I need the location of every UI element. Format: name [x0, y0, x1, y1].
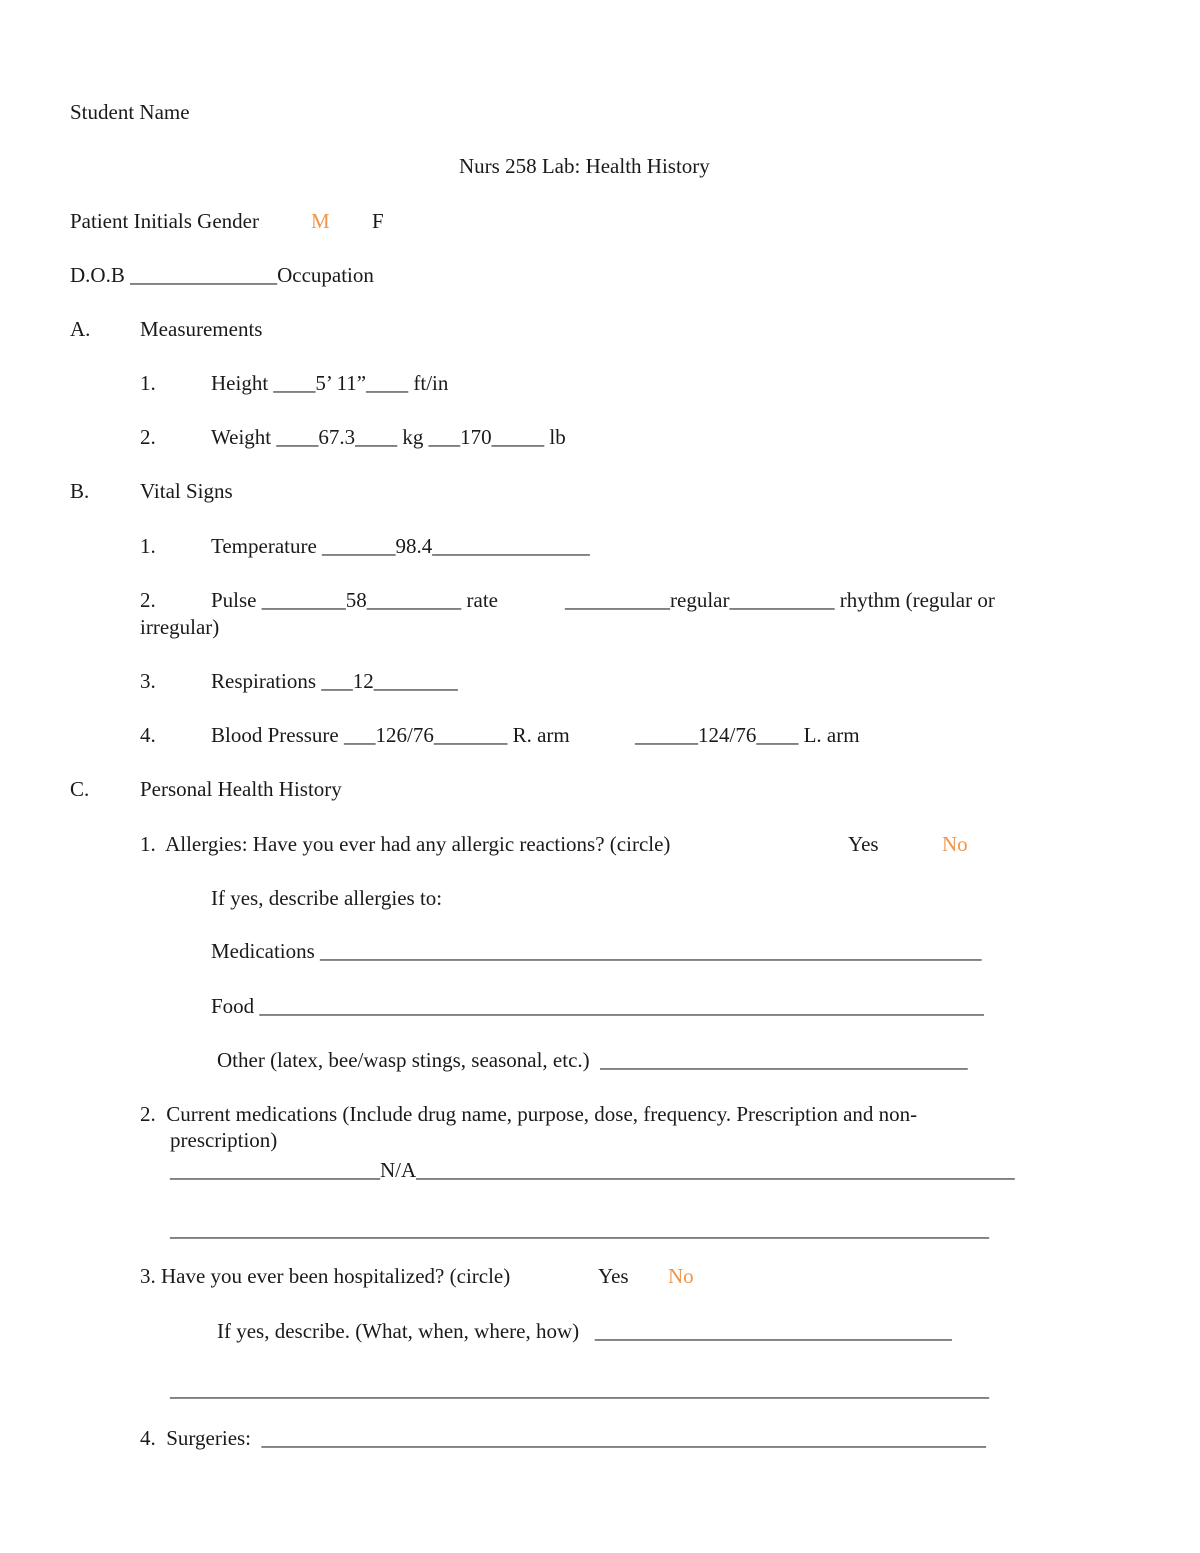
- gender-option-f[interactable]: F: [372, 209, 384, 233]
- hospitalized-no-option[interactable]: No: [668, 1264, 694, 1288]
- allergies-yes-option[interactable]: Yes: [848, 832, 879, 856]
- gender-option-m[interactable]: M: [311, 209, 330, 233]
- current-medications-answer[interactable]: ____________________N/A_________________________________________________________: [170, 1158, 1015, 1182]
- dob-label: D.O.B: [70, 263, 125, 287]
- pulse-rhythm-field[interactable]: __________regular__________ rhythm (regular or: [565, 588, 995, 612]
- allergies-if-yes-label: If yes, describe allergies to:: [211, 886, 443, 910]
- current-medications-question: 2. Current medications (Include drug name, purpose, dose, frequency. Prescription and non-: [140, 1102, 918, 1126]
- section-b-title: Vital Signs: [140, 479, 233, 503]
- section-b-letter: B.: [70, 479, 90, 503]
- section-a-letter: A.: [70, 317, 91, 341]
- hospitalized-describe-field[interactable]: If yes, describe. (What, when, where, how) __________________________________: [217, 1319, 952, 1343]
- respirations-number: 3.: [140, 669, 156, 693]
- allergies-food-field[interactable]: Food _____________________________________________________________________: [211, 994, 984, 1018]
- dob-field[interactable]: ______________: [130, 263, 278, 287]
- student-name-label: Student Name: [70, 100, 190, 124]
- section-c-letter: C.: [70, 777, 90, 801]
- weight-number: 2.: [140, 425, 156, 449]
- current-medications-question-cont: prescription): [170, 1128, 278, 1152]
- height-number: 1.: [140, 371, 156, 395]
- temperature-number: 1.: [140, 534, 156, 558]
- current-medications-blank[interactable]: ______________________________________________________________________________: [170, 1217, 989, 1241]
- section-a-title: Measurements: [140, 317, 263, 341]
- surgeries-field[interactable]: 4. Surgeries: _____________________________________________________________________: [140, 1426, 987, 1450]
- blood-pressure-right-field[interactable]: Blood Pressure ___126/76_______ R. arm: [211, 723, 570, 747]
- hospitalized-blank[interactable]: ______________________________________________________________________________: [170, 1377, 989, 1401]
- allergies-other-field[interactable]: Other (latex, bee/wasp stings, seasonal, etc.) ___________________________________: [217, 1048, 968, 1072]
- hospitalized-yes-option[interactable]: Yes: [598, 1264, 629, 1288]
- section-c-title: Personal Health History: [140, 777, 342, 801]
- weight-field[interactable]: Weight ____67.3____ kg ___170_____ lb: [211, 425, 566, 449]
- pulse-number: 2.: [140, 588, 156, 612]
- allergies-no-option[interactable]: No: [942, 832, 968, 856]
- blood-pressure-number: 4.: [140, 723, 156, 747]
- dob-row: [70, 262, 374, 288]
- pulse-continuation: irregular): [140, 615, 220, 639]
- temperature-field[interactable]: Temperature _______98.4_______________: [211, 534, 590, 558]
- occupation-label: Occupation: [277, 263, 374, 287]
- page-title: Nurs 258 Lab: Health History: [459, 154, 710, 178]
- pulse-rate-field[interactable]: Pulse ________58_________ rate: [211, 588, 498, 612]
- respirations-field[interactable]: Respirations ___12________: [211, 669, 458, 693]
- height-field[interactable]: Height ____5’ 11”____ ft/in: [211, 371, 449, 395]
- hospitalized-question: 3. Have you ever been hospitalized? (circle): [140, 1264, 511, 1288]
- patient-initials-gender-label: Patient Initials Gender: [70, 209, 259, 233]
- blood-pressure-left-field[interactable]: ______124/76____ L. arm: [635, 723, 860, 747]
- allergies-medications-field[interactable]: Medications _______________________________________________________________: [211, 939, 982, 963]
- allergies-question: 1. Allergies: Have you ever had any allergic reactions? (circle): [140, 832, 671, 856]
